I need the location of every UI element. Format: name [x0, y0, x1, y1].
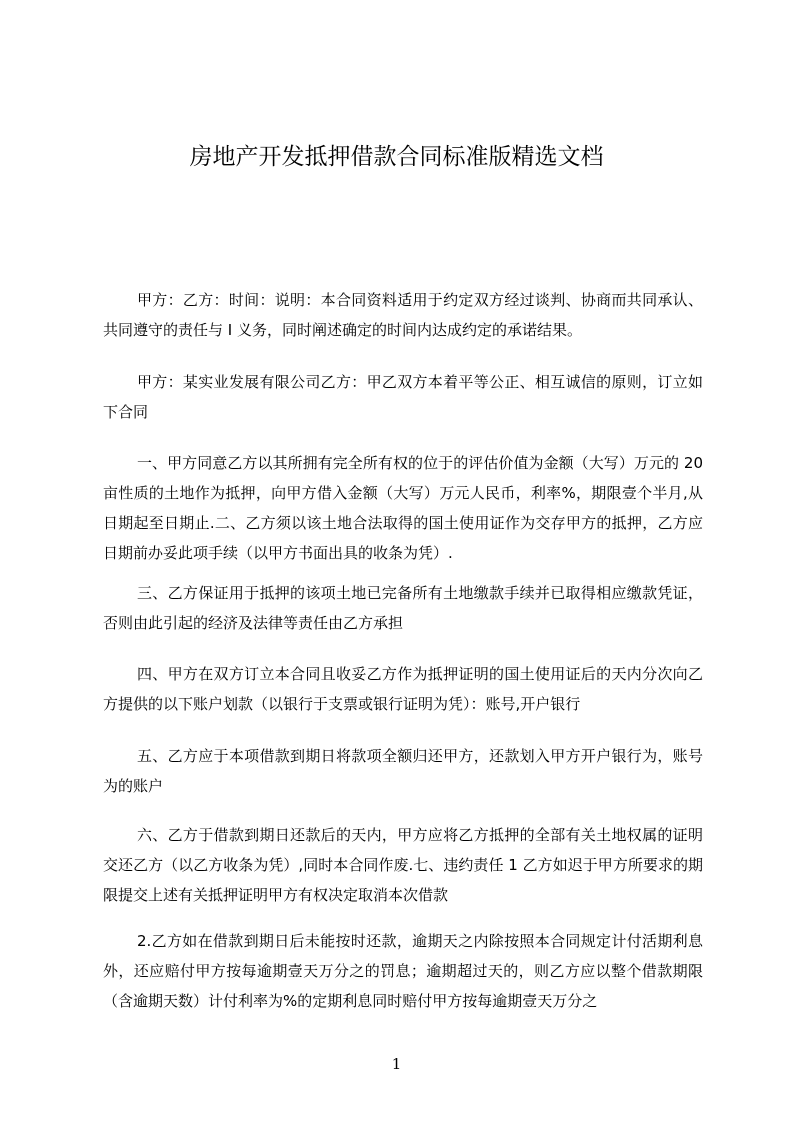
paragraph-clause-3: 三、乙方保证用于抵押的该项土地已完备所有土地缴款手续并已取得相应缴款凭证，否则由此引起的经济及法律等责任由乙方承担	[103, 584, 703, 632]
page-number: 1	[391, 1055, 402, 1073]
paragraph-clause-1-2: 一、甲方同意乙方以其所拥有完全所有权的位于的评估价值为金额（大写）万元的 20 亩性质的土地作为抵押，向甲方借入金额（大写）万元人民币，利率%，期限壹个半月,从日期起至日期止.二、乙方须以该土地合法取得的国土使用证作为交存甲方的抵押，乙方应日期前办妥此项手续（以甲方书面出具的收条为凭）.	[103, 454, 703, 562]
paragraph-clause-4: 四、甲方在双方订立本合同且收妥乙方作为抵押证明的国土使用证后的天内分次向乙方提供的以下账户划款（以银行于支票或银行证明为凭）：账号,开户银行	[103, 665, 703, 713]
paragraph-clause-6-7: 六、乙方于借款到期日还款后的天内，甲方应将乙方抵押的全部有关土地权属的证明交还乙方（以乙方收条为凭）,同时本合同作废.七、违约责任 1 乙方如迟于甲方所要求的期限提交上述有关抵押证明甲方有权决定取消本次借款	[103, 826, 703, 904]
paragraph-parties: 甲方：某实业发展有限公司乙方：甲乙双方本着平等公正、相互诚信的原则，订立如下合同	[103, 373, 703, 421]
paragraph-clause-7-2: 2.乙方如在借款到期日后未能按时还款，逾期天之内除按照本合同规定计付活期利息外，还应赔付甲方按每逾期壹天万分之的罚息；逾期超过天的，则乙方应以整个借款期限（含逾期天数）计付利率为%的定期利息同时赔付甲方按每逾期壹天万分之	[103, 932, 703, 1010]
document-title: 房地产开发抵押借款合同标准版精选文档	[189, 144, 604, 170]
paragraph-clause-5: 五、乙方应于本项借款到期日将款项全额归还甲方，还款划入甲方开户银行为，账号为的账户	[103, 747, 703, 795]
paragraph-preamble: 甲方：乙方：时间：说明：本合同资料适用于约定双方经过谈判、协商而共同承认、共同遵守的责任与 I 义务，同时阐述确定的时间内达成约定的承诺结果。	[103, 291, 703, 339]
